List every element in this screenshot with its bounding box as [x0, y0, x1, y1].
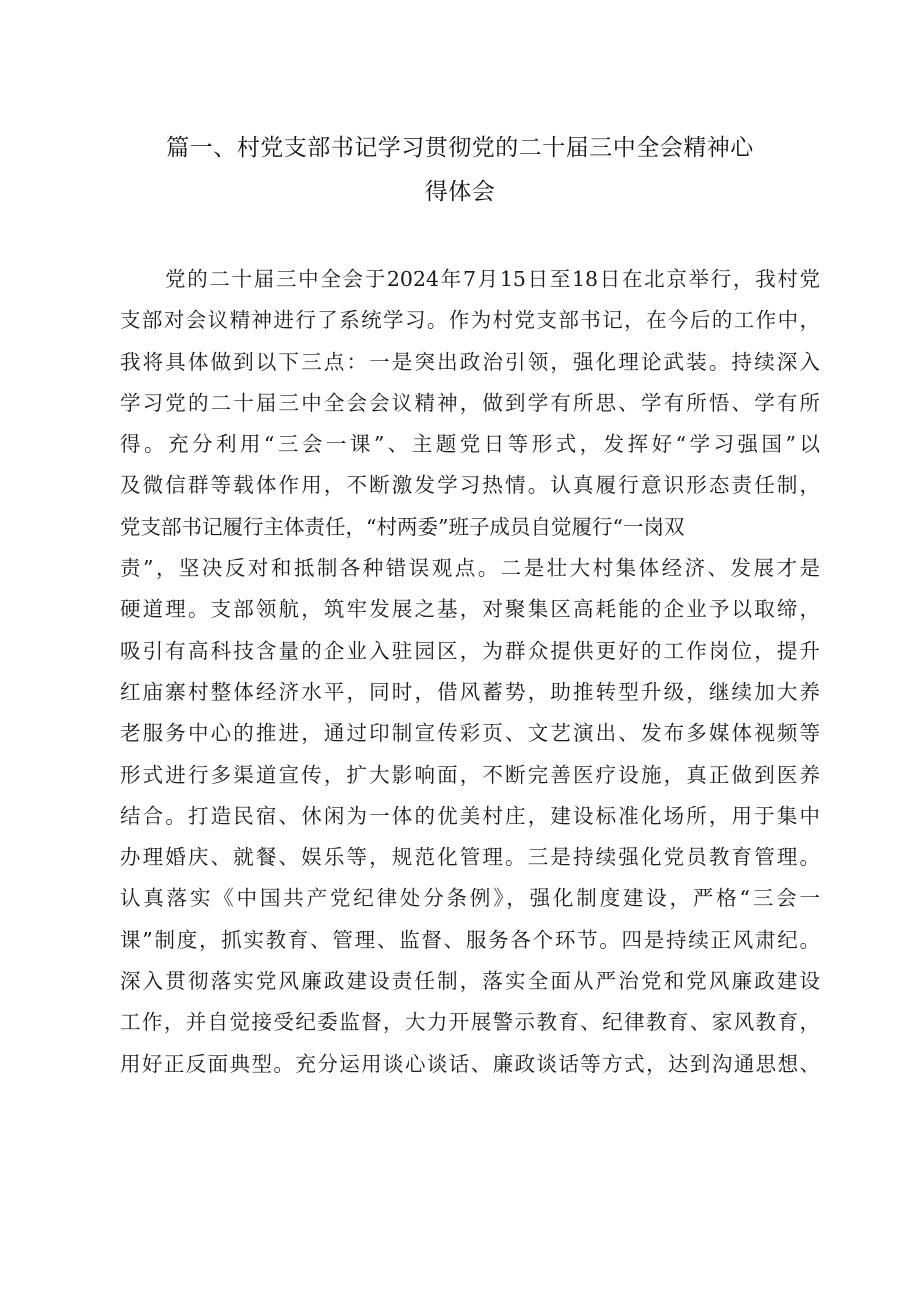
document-body	[120, 259, 820, 1085]
body-line-15: 办理婚庆、就餐、娱乐等，规范化管理。三是持续强化党员教育管理。	[120, 845, 820, 870]
body-line-5: 得。充分利用“三会一课”、主题党日等形式，发挥好“学习强国”以	[120, 432, 820, 457]
document-title-line-1: 篇一、村党支部书记学习贯彻党的二十届三中全会精神心	[166, 135, 754, 161]
body-line-20: 用好正反面典型。充分运用谈心谈话、廉政谈话等方式，达到沟通思想、	[120, 1051, 820, 1076]
body-line-10: 吸引有高科技含量的企业入驻园区，为群众提供更好的工作岗位，提升	[120, 638, 820, 663]
body-line-8: 责”，坚决反对和抵制各种错误观点。二是壮大村集体经济、发展才是	[120, 556, 820, 581]
body-line-6: 及微信群等载体作用，不断激发学习热情。认真履行意识形态责任制，	[120, 473, 820, 498]
body-line-2: 支部对会议精神进行了系统学习。作为村党支部书记，在今后的工作中，	[120, 308, 820, 333]
body-line-17: 课”制度，抓实教育、管理、监督、服务各个环节。四是持续正风肃纪。	[120, 927, 820, 952]
body-line-1: 党的二十届三中全会于2024年7月15日至18日在北京举行，我村党	[165, 267, 820, 291]
body-line-16: 认真落实《中国共产党纪律处分条例》，强化制度建设，严格“三会一	[120, 886, 820, 911]
body-line-13: 形式进行多渠道宣传，扩大影响面，不断完善医疗设施，真正做到医养	[120, 762, 820, 787]
body-line-9: 硬道理。支部领航，筑牢发展之基，对聚集区高耗能的企业予以取缔，	[120, 597, 820, 622]
body-line-7: 党支部书记履行主体责任，“村两委”班子成员自觉履行“一岗双	[120, 514, 685, 539]
body-line-18: 深入贯彻落实党风廉政建设责任制，落实全面从严治党和党风廉政建设	[120, 969, 820, 994]
body-line-3: 我将具体做到以下三点：一是突出政治引领，强化理论武装。持续深入	[120, 349, 820, 374]
body-line-14: 结合。打造民宿、休闲为一体的优美村庄，建设标准化场所，用于集中	[120, 803, 820, 828]
document-title-line-2: 得体会	[424, 179, 496, 205]
body-line-11: 红庙寨村整体经济水平，同时，借风蓄势，助推转型升级，继续加大养	[120, 679, 820, 704]
body-line-19: 工作，并自觉接受纪委监督，大力开展警示教育、纪律教育、家风教育，	[120, 1010, 820, 1035]
body-line-4: 学习党的二十届三中全会会议精神，做到学有所思、学有所悟、学有所	[120, 390, 820, 415]
body-line-12: 老服务中心的推进，通过印制宣传彩页、文艺演出、发布多媒体视频等	[120, 721, 820, 746]
